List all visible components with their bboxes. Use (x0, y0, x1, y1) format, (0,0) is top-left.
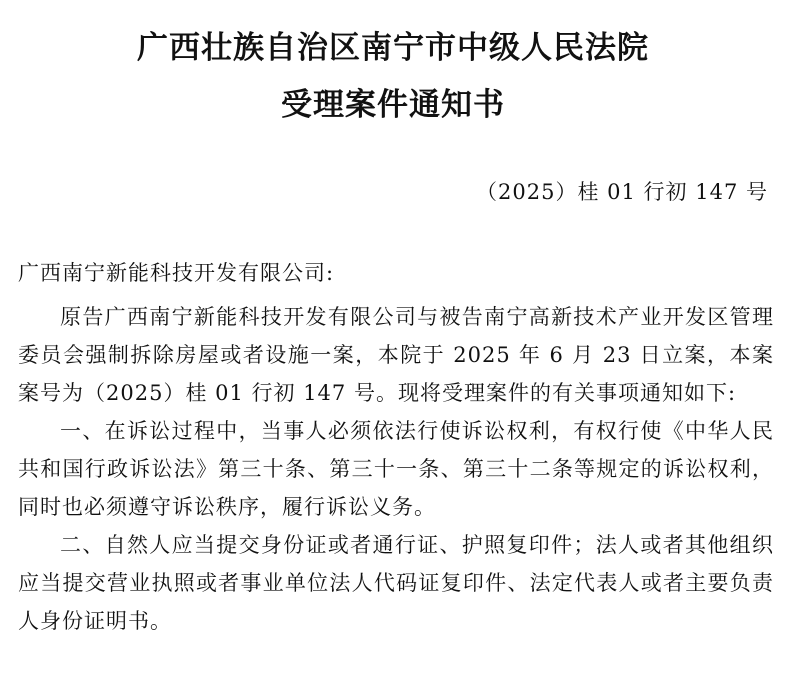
recipient-line: 广西南宁新能科技开发有限公司: (18, 261, 335, 285)
paragraph-item-2: 二、自然人应当提交身份证或者通行证、护照复印件；法人或者其他组织应当提交营业执照或者事业单位法人代码证复印件、法定代表人或者主要负责人身份证明书。 (18, 533, 774, 633)
document-body (18, 298, 774, 640)
paragraph-intro: 原告广西南宁新能科技开发有限公司与被告南宁高新技术产业开发区管理委员会强制拆除房屋或者设施一案，本院于 2025 年 6 月 23 日立案，本案案号为（2025）桂 01 行初 147 号。现将受理案件的有关事项通知如下: (18, 305, 774, 405)
paragraph-item-1: 一、在诉讼过程中，当事人必须依法行使诉讼权利，有权行使《中华人民共和国行政诉讼法》第三十条、第三十一条、第三十二条等规定的诉讼权利，同时也必须遵守诉讼秩序，履行诉讼义务。 (18, 419, 774, 519)
case-number: （2025）桂 01 行初 147 号 (476, 180, 768, 204)
document-title: 受理案件通知书 (281, 87, 505, 123)
court-name: 广西壮族自治区南宁市中级人民法院 (137, 30, 649, 66)
